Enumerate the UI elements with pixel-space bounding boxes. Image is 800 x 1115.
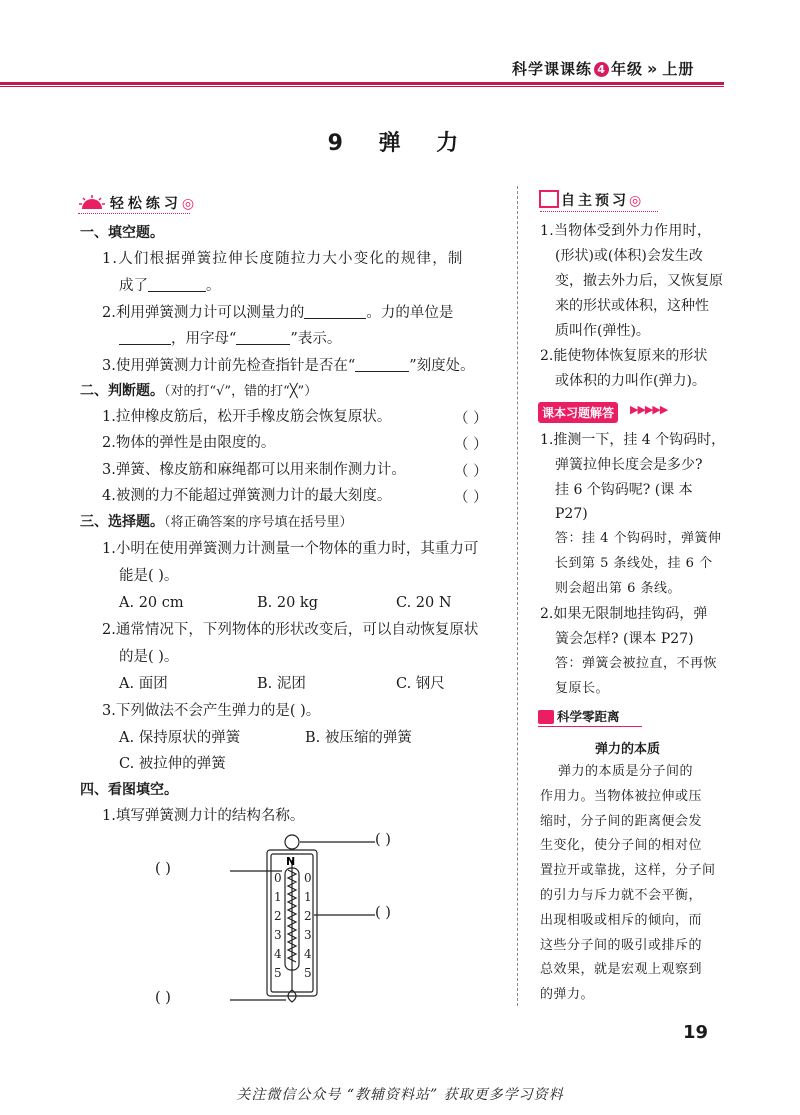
choice-q2-line2: 的是( )。 xyxy=(119,649,179,665)
textbook-a1-line: 答：挂 4 个钩码时，弹簧伸 xyxy=(555,531,722,546)
science-body-line: 置拉开或靠拢，这样，分子间 xyxy=(540,863,716,878)
science-body-line: 的引力与斥力就不会平衡， xyxy=(540,888,703,903)
choice-title: 三、选择题。 xyxy=(80,514,164,530)
page-number: 19 xyxy=(683,1022,709,1043)
fill-q1-end: 。 xyxy=(206,278,221,294)
fill-q3-text: 3.使用弹簧测力计前先检查指针是否在“ xyxy=(102,358,356,374)
tick-right: 3 xyxy=(304,928,312,942)
choice-note: （将正确答案的序号填在括号里） xyxy=(164,515,353,530)
section-picture-title: 四、看图填空。 xyxy=(80,782,178,798)
fill-q1-line2 xyxy=(119,276,221,296)
science-badge xyxy=(538,707,620,725)
diagram-label-paren[interactable]: ( ) xyxy=(375,832,391,848)
judge-q2: 2.物体的弹性是由限度的。 xyxy=(102,435,276,451)
preview-q1-line: 来的形状或体积，这种性 xyxy=(555,298,709,314)
answer-blank[interactable] xyxy=(119,330,171,345)
header-volume: 上册 xyxy=(662,60,695,78)
preview-q2-line: 或体积的力叫作(弹力)。 xyxy=(555,373,706,389)
choice-option[interactable]: A. 20 cm xyxy=(119,595,184,611)
fill-q1-line1: 1.人们根据弹簧拉伸长度随拉力大小变化的规律，制 xyxy=(102,251,464,267)
tick-right: 4 xyxy=(304,947,312,961)
fill-q3 xyxy=(102,356,475,376)
textbook-q1-line: 弹簧拉伸长度会是多少? xyxy=(555,457,703,473)
dial-unit: N xyxy=(286,855,296,868)
section-choice-title xyxy=(80,512,353,533)
judge-answer-paren[interactable]: （ ） xyxy=(454,464,488,480)
choice-option[interactable]: C. 20 N xyxy=(396,595,452,611)
tick-left: 3 xyxy=(274,928,282,942)
practice-badge-label: 轻松练习 xyxy=(109,196,182,212)
badge-underline xyxy=(78,213,190,214)
footer-note: 关注微信公众号 “教辅资料站” 获取更多学习资料 xyxy=(236,1087,564,1103)
badge-underline xyxy=(540,211,658,212)
header-book-title xyxy=(512,58,694,79)
science-body-line: 出现相吸或相斥的倾向，而 xyxy=(540,913,703,928)
judge-q1: 1.拉伸橡皮筋后，松开手橡皮筋会恢复原状。 xyxy=(102,409,392,425)
choice-q3-line1: 3.下列做法不会产生弹力的是( )。 xyxy=(102,703,321,719)
choice-option[interactable]: C. 钢尺 xyxy=(396,676,445,692)
picture-q1: 1.填写弹簧测力计的结构名称。 xyxy=(102,808,305,824)
choice-q1-line2: 能是( )。 xyxy=(119,568,179,584)
science-body-line: 缩时，分子间的距离便会发 xyxy=(540,814,703,829)
page-title: 9 弹 力 xyxy=(327,131,473,156)
tick-left: 1 xyxy=(274,890,282,904)
choice-q2-line1: 2.通常情况下，下列物体的形状改变后，可以自动恢复原状 xyxy=(102,622,479,638)
preview-q2-line: 2.能使物体恢复原来的形状 xyxy=(540,348,708,364)
tick-right: 5 xyxy=(304,966,312,980)
answer-blank[interactable] xyxy=(304,304,366,319)
box-icon xyxy=(538,710,554,724)
hook xyxy=(288,980,296,1002)
textbook-q2-line: 2.如果无限制地挂钩码，弹 xyxy=(540,606,708,622)
practice-badge xyxy=(79,193,194,213)
science-body-line: 总效果，就是宏观上观察到 xyxy=(540,962,703,977)
spring-scale-diagram xyxy=(150,830,460,1015)
judge-answer-paren[interactable]: （ ） xyxy=(454,437,488,453)
preview-q1-line: 变，撤去外力后，又恢复原 xyxy=(555,273,723,289)
textbook-q1-line: 1.推测一下，挂 4 个钩码时， xyxy=(540,432,726,448)
section-judge-title xyxy=(80,381,317,402)
fill-q2-text3: ，用字母“ xyxy=(171,331,237,347)
science-body-line: 弹力的本质是分子间的 xyxy=(558,764,694,779)
textbook-a2-line: 答：弹簧会被拉直，不再恢 xyxy=(555,656,718,671)
science-body-line: 作用力。当物体被拉伸或压 xyxy=(540,789,703,804)
science-body-line: 这些分子间的吸引或排斥的 xyxy=(540,938,703,953)
preview-q1-line: 1.当物体受到外力作用时， xyxy=(540,223,712,239)
tick-right: 1 xyxy=(304,890,312,904)
answer-blank[interactable] xyxy=(355,357,409,372)
preview-badge-label: 自主预习 xyxy=(561,193,629,209)
answer-blank[interactable] xyxy=(148,277,206,292)
fill-q2-end: ”表示。 xyxy=(290,331,342,347)
tick-left: 2 xyxy=(274,909,282,923)
badge-underline xyxy=(538,726,642,727)
textbook-q1-line: P27) xyxy=(555,506,588,522)
science-title: 弹力的本质 xyxy=(595,742,661,757)
textbook-a2-line: 复原长。 xyxy=(555,681,610,696)
judge-answer-paren[interactable]: （ ） xyxy=(454,411,488,427)
section-fill-title: 一、填空题。 xyxy=(80,225,164,241)
preview-q1-line: (形状)或(体积)会发生改 xyxy=(555,248,703,264)
diagram-label-paren[interactable]: ( ) xyxy=(155,990,171,1006)
fill-q2-line1 xyxy=(102,303,453,323)
judge-q3: 3.弹簧、橡皮筋和麻绳都可以用来制作测力计。 xyxy=(102,462,406,478)
tick-right: 0 xyxy=(304,871,312,885)
header-grade-suffix: 年级 xyxy=(611,60,644,78)
answer-blank[interactable] xyxy=(236,330,290,345)
textbook-a1-line: 则会超出第 6 条线。 xyxy=(555,581,682,596)
header-rule xyxy=(0,82,724,85)
science-body-line: 的弹力。 xyxy=(540,987,595,1002)
fill-q3-end: ”刻度处。 xyxy=(409,358,475,374)
textbook-q1-line: 挂 6 个钩码呢? (课 本 xyxy=(555,482,693,498)
column-divider xyxy=(517,186,518,1006)
diagram-label-paren[interactable]: ( ) xyxy=(375,905,391,921)
spring-coil xyxy=(288,870,296,962)
choice-option[interactable]: A. 保持原状的弹簧 xyxy=(119,730,241,746)
fill-q2-text2: 。力的单位是 xyxy=(366,305,454,321)
judge-title: 二、判断题。 xyxy=(80,383,164,399)
tick-left: 0 xyxy=(274,871,282,885)
science-body-line: 生变化，使分子间的相对位 xyxy=(540,838,703,853)
tick-right: 2 xyxy=(304,909,312,923)
textbook-a1-line: 长到第 5 条线处，挂 6 个 xyxy=(555,556,713,571)
judge-answer-paren[interactable]: （ ） xyxy=(454,490,488,506)
swirl-icon: ◎ xyxy=(629,193,642,209)
choice-option[interactable]: B. 被压缩的弹簧 xyxy=(305,730,412,746)
choice-option[interactable]: B. 泥团 xyxy=(257,676,306,692)
double-chevron-icon: » xyxy=(647,59,659,78)
grade-circle: 4 xyxy=(594,62,609,77)
header-rule-thin xyxy=(0,86,724,87)
choice-q1-line1: 1.小明在使用弹簧测力计测量一个物体的重力时，其重力可 xyxy=(102,541,479,557)
diagram-label-paren[interactable]: ( ) xyxy=(155,861,171,877)
textbook-q2-line: 簧会怎样? (课本 P27) xyxy=(555,631,694,647)
tick-left: 4 xyxy=(274,947,282,961)
tick-left: 5 xyxy=(274,966,282,980)
judge-q4: 4.被测的力不能超过弹簧测力计的最大刻度。 xyxy=(102,488,392,504)
choice-option[interactable]: B. 20 kg xyxy=(257,595,319,611)
fill-q1-text: 成了 xyxy=(119,278,148,294)
judge-note: （对的打“√”，错的打“╳”） xyxy=(164,384,318,399)
book-icon xyxy=(539,190,559,208)
top-ring xyxy=(285,835,299,849)
fill-q2-line2 xyxy=(119,329,341,349)
header-book: 科学课课练 xyxy=(512,60,593,78)
sunrise-icon xyxy=(79,195,105,211)
choice-option[interactable]: C. 被拉伸的弹簧 xyxy=(119,756,226,772)
textbook-badge: 课本习题解答 xyxy=(538,402,618,423)
preview-badge xyxy=(539,190,641,210)
fill-q2-text: 2.利用弹簧测力计可以测量力的 xyxy=(102,305,305,321)
arrow-icons: ▶▶▶▶▶ xyxy=(630,403,668,416)
choice-option[interactable]: A. 面团 xyxy=(119,676,168,692)
science-badge-label: 科学零距离 xyxy=(557,709,620,724)
preview-q1-line: 质叫作(弹性)。 xyxy=(555,323,650,339)
swirl-icon: ◎ xyxy=(181,196,195,212)
